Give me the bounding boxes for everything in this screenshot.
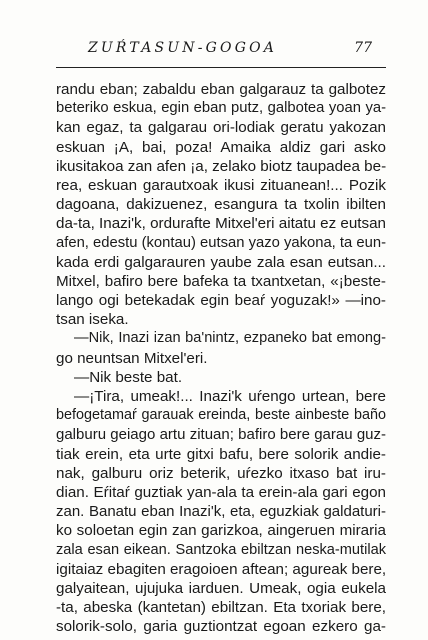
text-line: dian. Eŕitaŕ guztiak yan-ala ta erein-ala gari egon bbox=[56, 483, 386, 501]
text-line: rea, eskuan garautxoak ikusi zituanean!... Pozik bbox=[56, 176, 386, 194]
text-line: zala esan eikean. Santzoka ebiltzan neska-mutilak bbox=[56, 541, 386, 558]
body-text bbox=[56, 80, 386, 636]
text-line: da-ta, Inazi'k, ordurafte Mitxel'eri aitatu ez eutsan bbox=[56, 215, 386, 233]
text-line: ko soloetan egin zan garizkoa, aingeruen miraria bbox=[56, 522, 386, 540]
text-line: dagoana, dakizuenez, esangura ta txolin ibilten bbox=[56, 196, 386, 214]
text-line: kan egaz, ta galgarau ori-lodiak geratu yakozan bbox=[56, 119, 386, 137]
text-line: —Nik beste bat. bbox=[74, 368, 183, 386]
text-line: -ta, abeska (kantetan) ebiltzan. Eta txoriak bere, bbox=[56, 599, 386, 617]
text-line: tsan iseka. bbox=[56, 311, 129, 329]
text-line: —¡Tira, umeak!... Inazi'k uŕengo urtean, bere bbox=[74, 388, 386, 405]
text-line: solorik-solo, garia guztiontzat egoan ezkero ga- bbox=[56, 618, 386, 636]
text-line: lango ogi betekadak egin beaŕ yoguzak!» —ino- bbox=[56, 292, 386, 310]
running-title: ZUŔTASUN-GOGOA bbox=[88, 40, 278, 56]
text-line: kada erdi galgarauren yaube zala esan eutsan... bbox=[56, 253, 386, 271]
text-line: ikusitakoa zan afen ¡a, zelako biotz taupadea be- bbox=[56, 157, 387, 175]
page-header bbox=[88, 40, 372, 60]
text-line: eskuan ¡A, bai, poza! Amaika aldiz gari asko bbox=[56, 138, 386, 156]
text-line: nak, galburu oriz beterik, uŕezko itxaso bat iru- bbox=[56, 464, 386, 482]
text-line: zan. Banatu eban Inazi'k, eta, eguzkiak galdaturi- bbox=[56, 503, 386, 521]
header-rule bbox=[56, 67, 386, 68]
text-line: Mitxel, bafiro bere bafeka ta txantxetan, «¡beste- bbox=[56, 272, 386, 290]
text-line: go neuntsan Mitxel'eri. bbox=[56, 349, 208, 367]
text-line: —Nik, Inazi izan ba'nintz, ezpaneko bat emong- bbox=[74, 330, 386, 347]
text-line: igitaiaz ebagiten eragoioen aftean; agureak bere, bbox=[56, 560, 387, 578]
text-line: afen, edestu (kontau) eutsan yazo yakona, ta eun- bbox=[56, 234, 386, 251]
text-line: beteriko eskua, egin eban putz, galbotea yoan ya- bbox=[56, 100, 386, 117]
text-line: galyaitean, ujujuka iarduen. Umeak, ogia eukela bbox=[56, 579, 386, 597]
text-line: tiak erein, eta urte gitxi bafu, bere solorik andie- bbox=[56, 445, 386, 463]
text-line: befogetamaŕ garauak ereinda, beste ainbeste baño bbox=[56, 407, 386, 424]
page-number: 77 bbox=[354, 40, 372, 56]
text-line: randu eban; zabaldu eban galgarauz ta galbotez bbox=[56, 81, 386, 98]
text-line: galburu geiago artu zituan; bafiro bere garau guz- bbox=[56, 426, 386, 444]
